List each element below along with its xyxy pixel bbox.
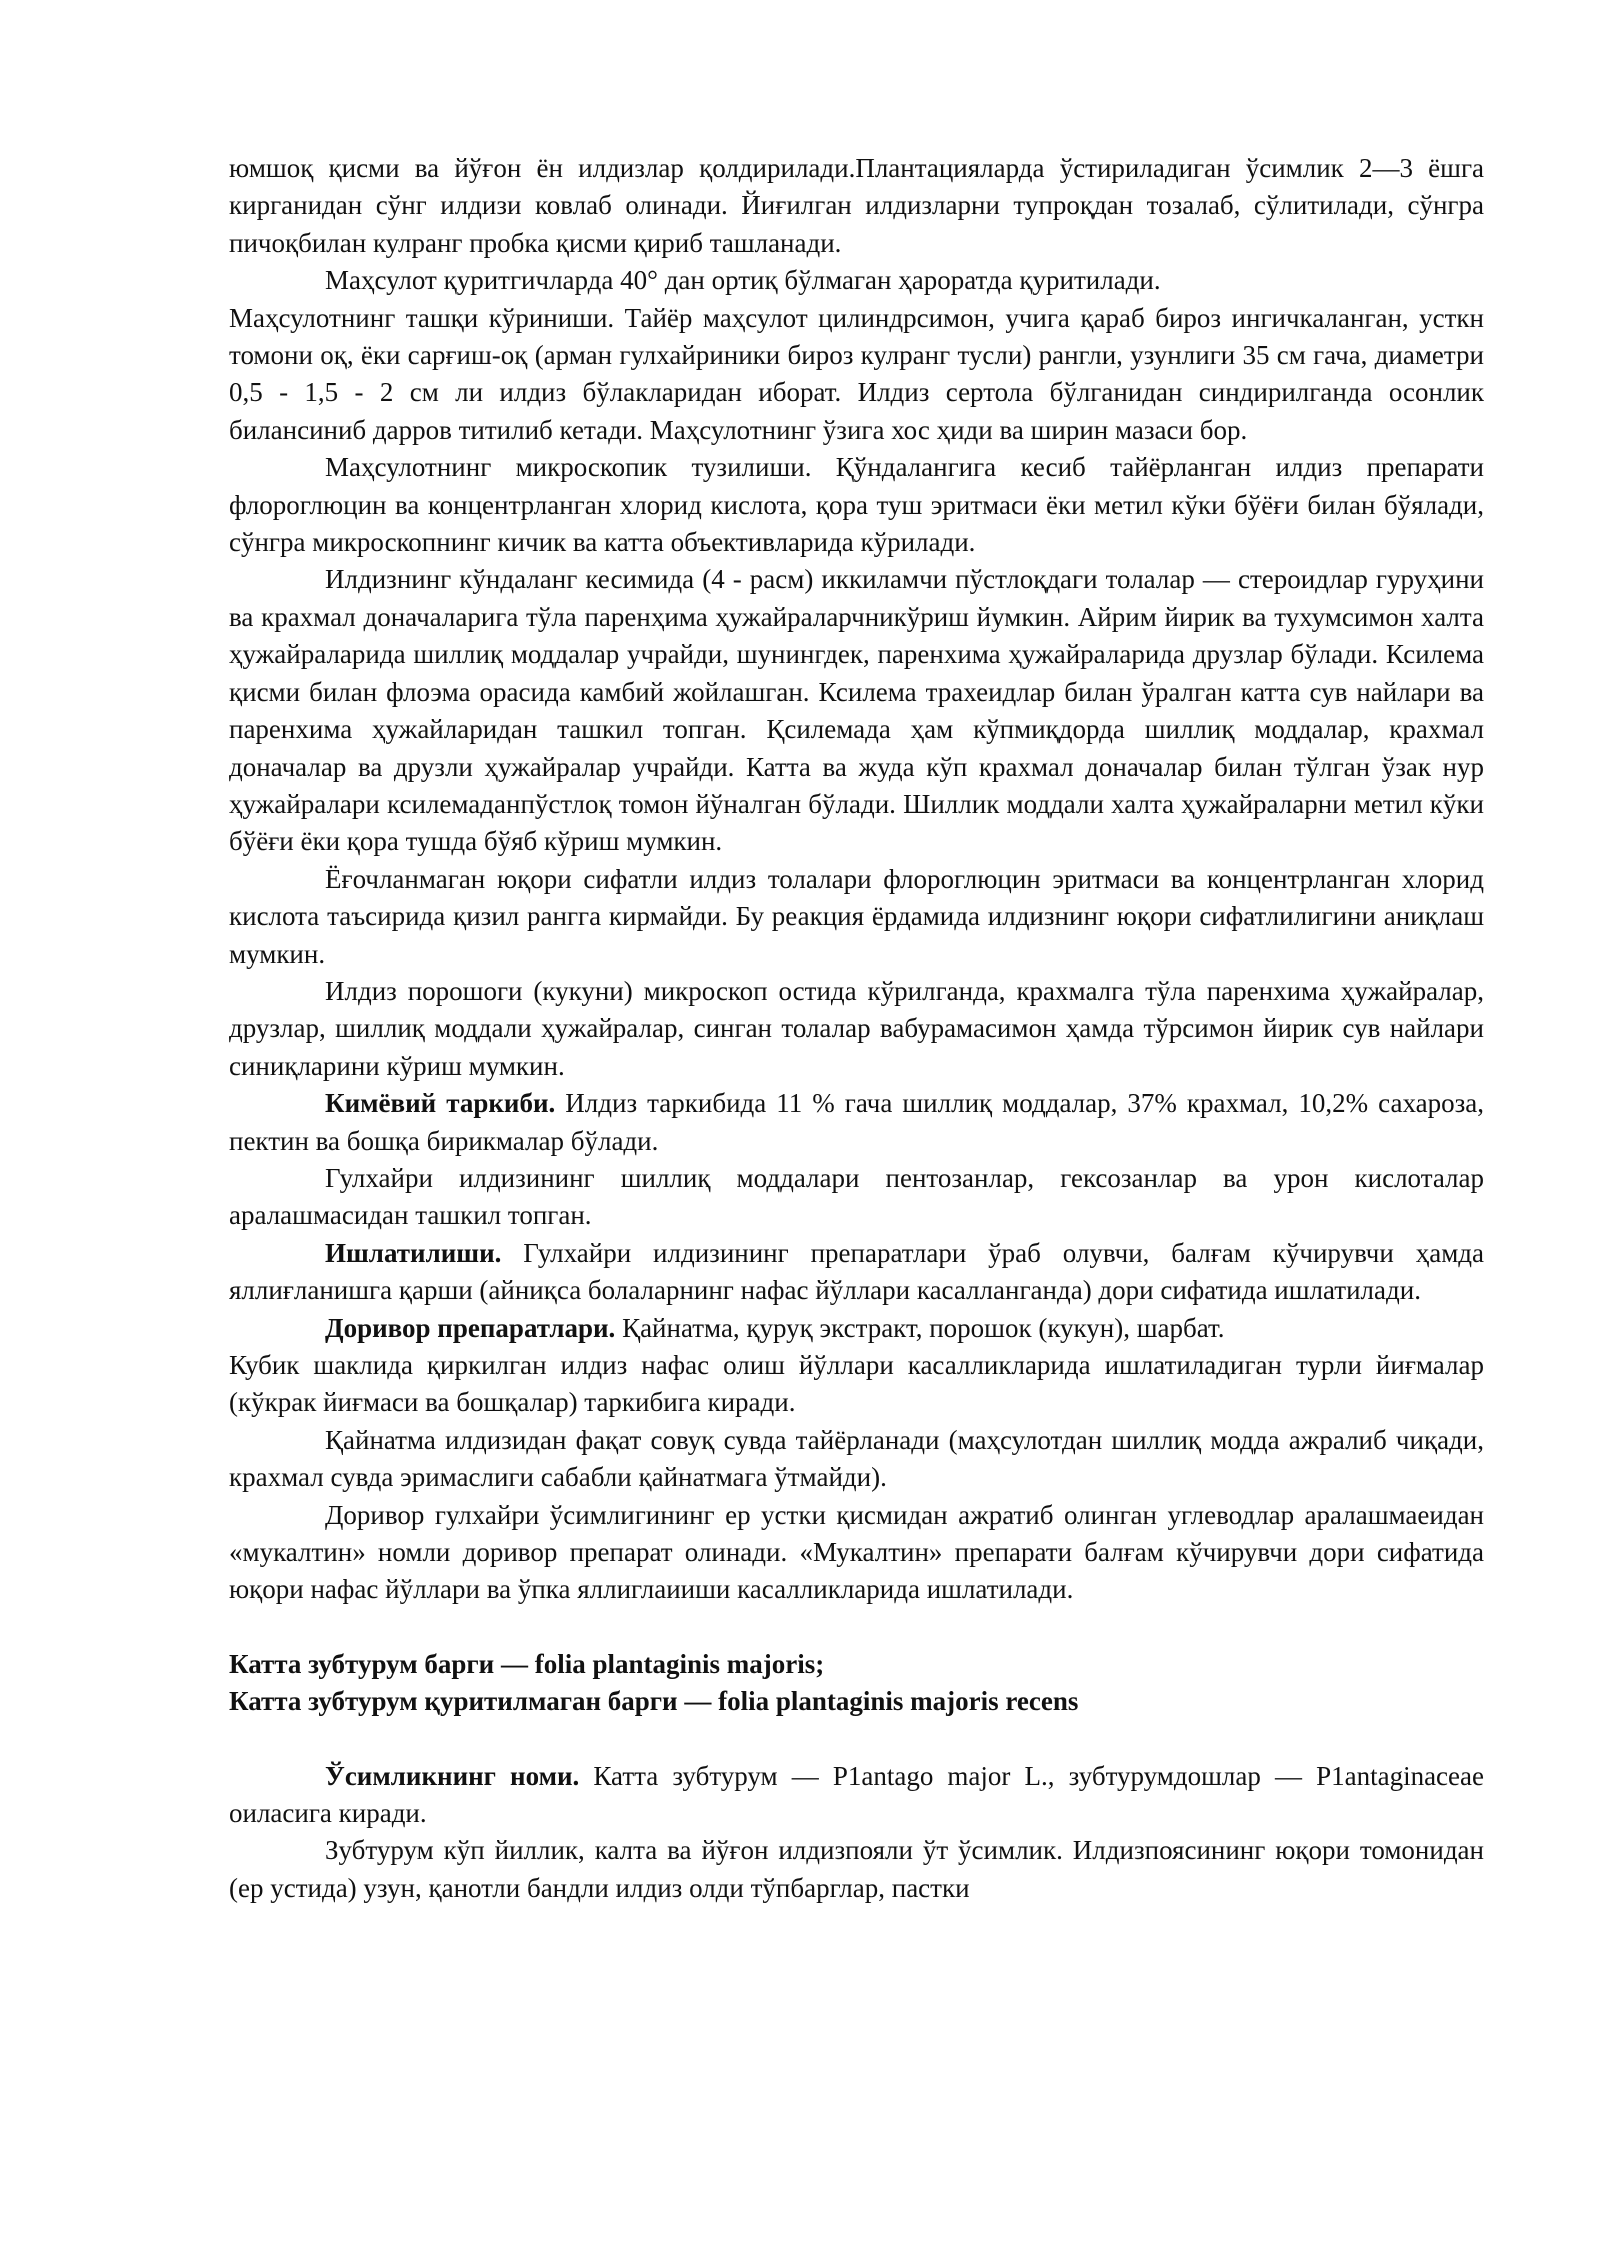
- composition-text: Илдиз таркибида 11 % гача шиллиқ моддалар, 37% крахмал, 10,2% сахароза, пектин ва бошқа бирикмалар бўлади.: [229, 1088, 1484, 1156]
- paragraph-cubic-cut: Кубик шаклида қиркилган илдиз нафас олиш йўллари касалликларида ишлатиладиган турли йиғмалар (кўкрак йиғмаси ва бошқалар) таркибига киради.: [229, 1350, 1484, 1418]
- document-page: [229, 150, 1484, 1907]
- paragraph-cross-section: Илдизнинг кўндаланг кесимида (4 - расм) иккиламчи пўстлоқдаги толалар — стероидлар гуруҳини ва крахмал доначаларига тўла паренҳима ҳужайраларчникўриш йумкин. Айрим йирик ва тухумсимон халта ҳужайраларида шиллиқ моддалар учрайди, шунингдек, паренхима ҳужайраларида друзлар бўлади. Ксилема қисми билан флоэма орасида камбий жойлашган. Ксилема трахеидлар билан ўралган катта сув найлари ва паренхима ҳужайларидан ташкил топган. Қсилемада ҳам кўпмиқдорда шиллиқ моддалар, крахмал доначалар ва друзли ҳужайралар учрайди. Катта ва жуда кўп крахмал доначалар билан тўлган ўзак нур ҳужайралари ксилемаданпўстлоқ томон йўналган бўлади. Шиллик моддали халта ҳужайраларни метил кўки бўёғи ёки қора тушда бўяб кўриш мумкин.: [229, 564, 1484, 857]
- paragraph-composition: [229, 1085, 1484, 1160]
- paragraph-plant-description: Зубтурум кўп йиллик, калта ва йўғон илдизпояли ўт ўсимлик. Илдизпоясининг юқори томонидан (ер устида) узун, қанотли бандли илдиз олди тўпбарглар, пастки: [229, 1835, 1484, 1903]
- paragraph-drying: Маҳсулот қуритгичларда 40° дан ортиқ бўлмаган ҳароратда қуритилади.: [325, 265, 1161, 296]
- paragraph-plant-name: [229, 1758, 1484, 1833]
- plant-name-text: Катта зубтурум — P1antago major L., зубтурумдошлар — P1antaginaceae оиласига киради.: [229, 1760, 1484, 1829]
- paragraph-harvest: юмшоқ қисми ва йўғон ён илдизлар қолдирилади.Плантацияларда ўстириладиган ўсимлик 2—3 ёшга кирганидан сўнг илдизи ковлаб олинади. Йиғилган илдизларни тупроқдан тозалаб, сўлитилади, сўнгра пичоқбилан кулранг пробка қисми қириб ташланади.: [229, 153, 1484, 258]
- plant-name-label: Ўсимликнинг номи.: [325, 1760, 580, 1791]
- paragraph-preparations: [229, 1310, 1484, 1347]
- paragraph-decoction: Қайнатма илдизидан фақат совуқ сувда тайёрланади (маҳсулотдан шиллиқ модда ажралиб чиқади, крахмал сувда эримаслиги сабабли қайнатмага ўтмайди).: [229, 1424, 1484, 1493]
- paragraph-mucilage: Гулхайри илдизининг шиллиқ моддалари пентозанлар, гексозанлар ва урон кислоталар аралашмасидан ташкил топган.: [229, 1162, 1484, 1231]
- paragraph-powder: Илдиз порошоги (кукуни) микроскоп остида кўрилганда, крахмалга тўла паренхима ҳужайралар, друзлар, шиллиқ моддали ҳужайралар, синган толалар вабурамасимон ҳамда тўрсимон йирик сув найлари синиқларини кўриш мумкин.: [229, 975, 1484, 1081]
- section-heading-line-2: Катта зубтурум қуритилмаган барги — folia plantaginis majoris recens: [229, 1686, 1079, 1717]
- preparations-label: Доривор препаратлари.: [325, 1312, 616, 1343]
- paragraph-usage: [229, 1235, 1484, 1310]
- usage-text: Гулхайри илдизининг препаратлари ўраб олувчи, балғам кўчирувчи ҳамда яллиғланишга қарши (айниқса болаларнинг нафас йўллари касалланганда) дори сифатида ишлатилади.: [229, 1237, 1484, 1306]
- paragraph-microscopy: Маҳсулотнинг микроскопик тузилиши. Қўндалангига кесиб тайёрланган илдиз препарати флороглюцин ва концентрланган хлорид кислота, қора туш эритмаси ёки метил кўки бўёғи билан бўялади, сўнгра микроскопнинг кичик ва катта объективларида кўрилади.: [229, 452, 1484, 558]
- paragraph-appearance: Маҳсулотнинг ташқи кўриниши. Тайёр маҳсулот цилиндрсимон, учига қараб бироз ингичкаланган, усткн томони оқ, ёки сарғиш-оқ (арман гулхайриники бироз кулранг тусли) рангли, узунлиги 35 см гача, диаметри 0,5 - 1,5 - 2 см ли илдиз бўлакларидан иборат. Илдиз сертола бўлганидан синдирилганда осонлик билансиниб дарров титилиб кетади. Маҳсулотнинг ўзига хос ҳиди ва ширин мазаси бор.: [229, 302, 1484, 445]
- paragraph-lignification: Ёғочланмаган юқори сифатли илдиз толалари флороглюцин эритмаси ва концентрланган хлорид кислота таъсирида қизил рангга кирмайди. Бу реакция ёрдамида илдизнинг юқори сифатлилигини аниқлаш мумкин.: [229, 863, 1484, 969]
- spacer: [229, 1609, 1484, 1646]
- preparations-text: Қайнатма, қуруқ экстракт, порошок (кукун), шарбат.: [615, 1312, 1225, 1343]
- usage-label: Ишлатилиши.: [325, 1237, 502, 1268]
- section-heading-line-1: Катта зубтурум барги — folia plantaginis majoris;: [229, 1648, 825, 1679]
- composition-label: Кимёвий таркиби.: [325, 1088, 556, 1119]
- spacer: [229, 1721, 1484, 1758]
- paragraph-mucaltin: Доривор гулхайри ўсимлигининг ер устки қисмидан ажратиб олинган углеводлар аралашмаеидан «мукалтин» номли доривор препарат олинади. «Мукалтин» препарати балғам кўчирувчи дори сифатида юқори нафас йўллари ва ўпка яллиглаииши касалликларида ишлатилади.: [229, 1499, 1484, 1605]
